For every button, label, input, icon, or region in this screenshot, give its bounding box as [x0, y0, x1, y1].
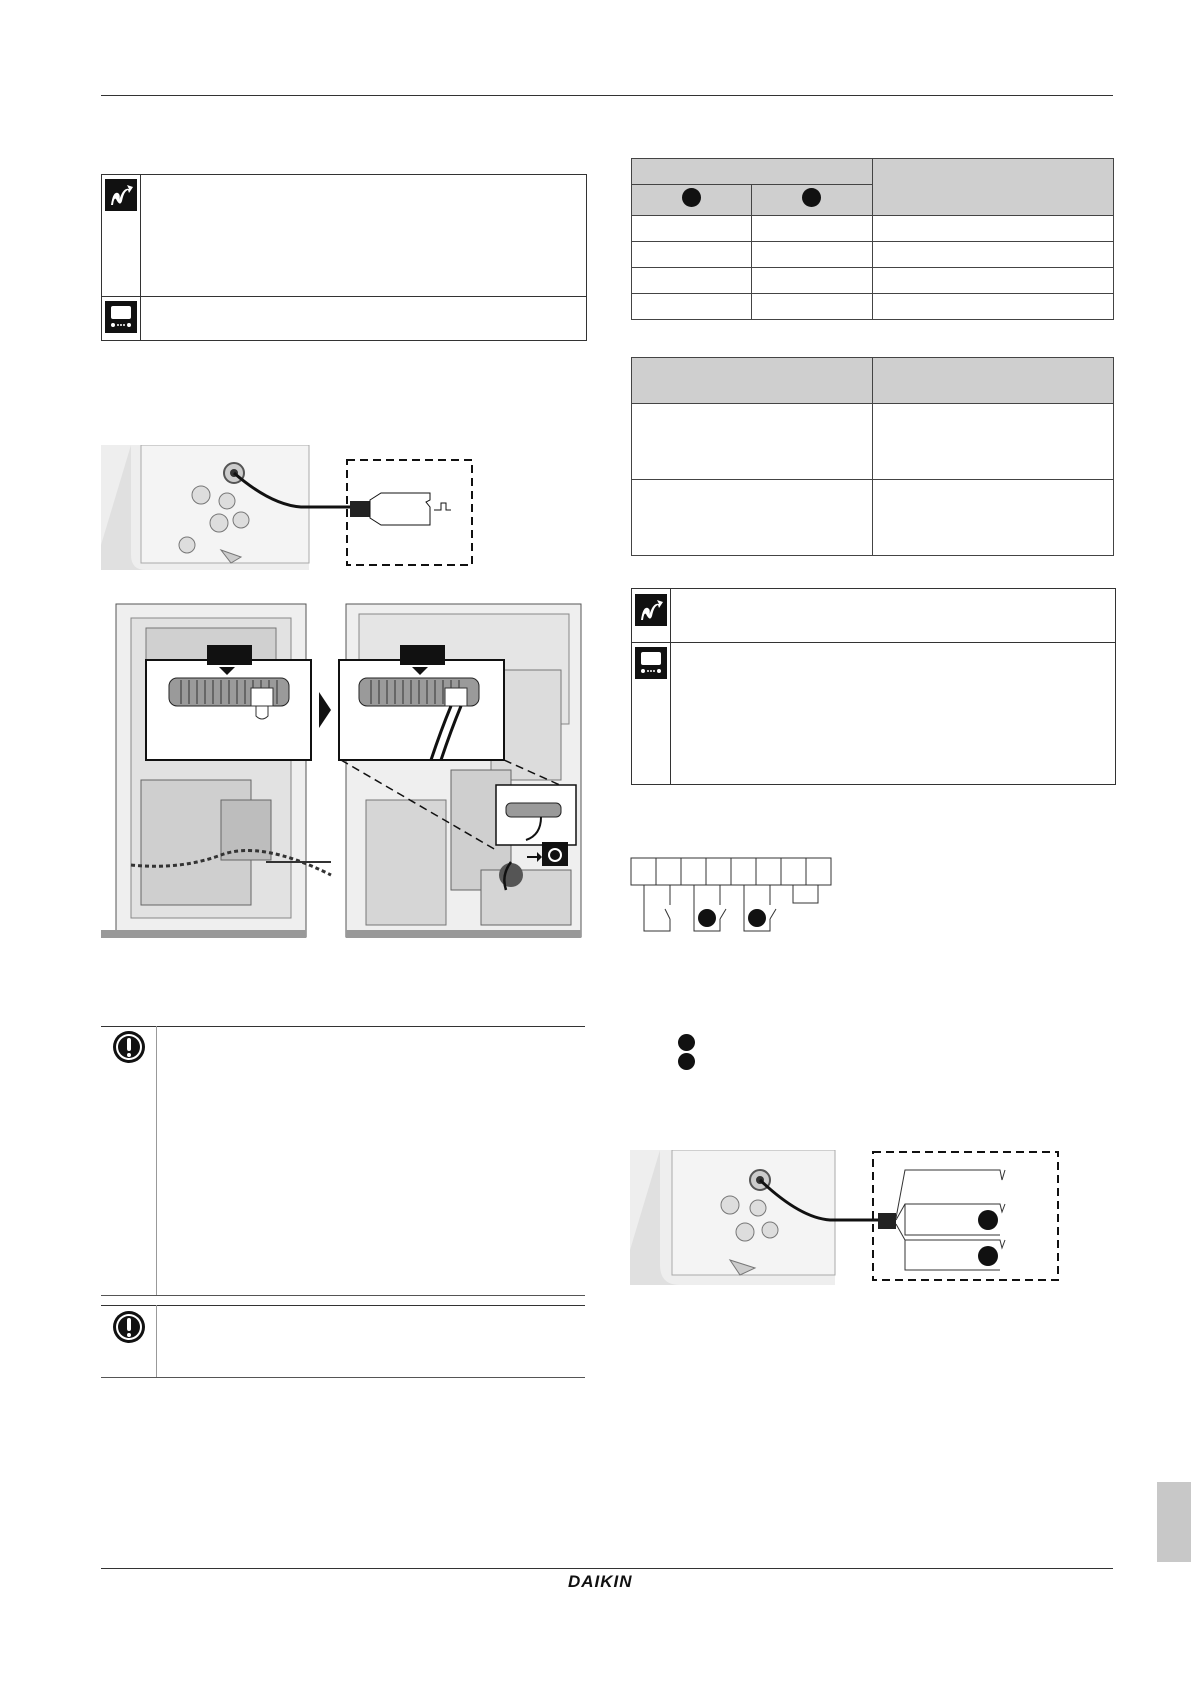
- table-cell: [752, 294, 872, 320]
- table-header-marker-1: [632, 185, 752, 216]
- user-interface-icon: [105, 301, 137, 333]
- table-header-left: [632, 358, 873, 404]
- notice-exclamation-icon: [112, 1030, 146, 1064]
- installer-note-box: [101, 174, 587, 341]
- table-cell: [632, 216, 752, 242]
- callout-dot-marker: [682, 188, 701, 207]
- unit-connection-illustration: [101, 445, 476, 570]
- notice-1-top-rule: [101, 1026, 585, 1027]
- chapter-side-tab: [1157, 1482, 1191, 1562]
- electrical-installer-icon: [635, 594, 667, 626]
- notice-exclamation-icon: [112, 1310, 146, 1344]
- table-cell: [873, 480, 1114, 556]
- table-cell: [873, 404, 1114, 480]
- table-header-right: [873, 358, 1114, 404]
- notice-1-icon-column: [156, 1026, 157, 1295]
- legend-marker-2: [678, 1053, 695, 1070]
- legend-marker-1: [678, 1034, 695, 1051]
- unit-connection-illustration-2: [630, 1150, 1060, 1285]
- notice-2-bottom-rule: [101, 1377, 585, 1378]
- table-cell: [872, 242, 1113, 268]
- notice-1-bottom-rule: [101, 1295, 585, 1296]
- note-divider: [632, 642, 1115, 643]
- installer-note-box-right: [631, 588, 1116, 785]
- notice-2-top-rule: [101, 1305, 585, 1306]
- pcb-connection-illustration: [101, 600, 586, 946]
- daikin-logo: DAIKIN: [568, 1572, 633, 1591]
- electrical-installer-icon: [105, 179, 137, 211]
- header-rule: [101, 95, 1113, 96]
- footer-rule: [101, 1568, 1113, 1569]
- table-header-result: [872, 159, 1113, 216]
- notice-2-icon-column: [156, 1305, 157, 1377]
- user-interface-icon: [635, 647, 667, 679]
- table-header-marker-2: [752, 185, 872, 216]
- callout-dot-marker: [802, 188, 821, 207]
- signal-table: [631, 158, 1114, 320]
- table-cell: [872, 294, 1113, 320]
- table-cell: [752, 242, 872, 268]
- table-cell: [752, 268, 872, 294]
- table-cell: [632, 268, 752, 294]
- table-cell: [632, 294, 752, 320]
- note-divider: [102, 296, 586, 297]
- table-cell: [632, 242, 752, 268]
- table-cell: [872, 216, 1113, 242]
- table-header-group: [632, 159, 873, 185]
- table-cell: [752, 216, 872, 242]
- table-cell: [632, 404, 873, 480]
- terminal-wiring-diagram: [630, 855, 840, 935]
- setting-table: [631, 357, 1114, 556]
- table-cell: [872, 268, 1113, 294]
- table-cell: [632, 480, 873, 556]
